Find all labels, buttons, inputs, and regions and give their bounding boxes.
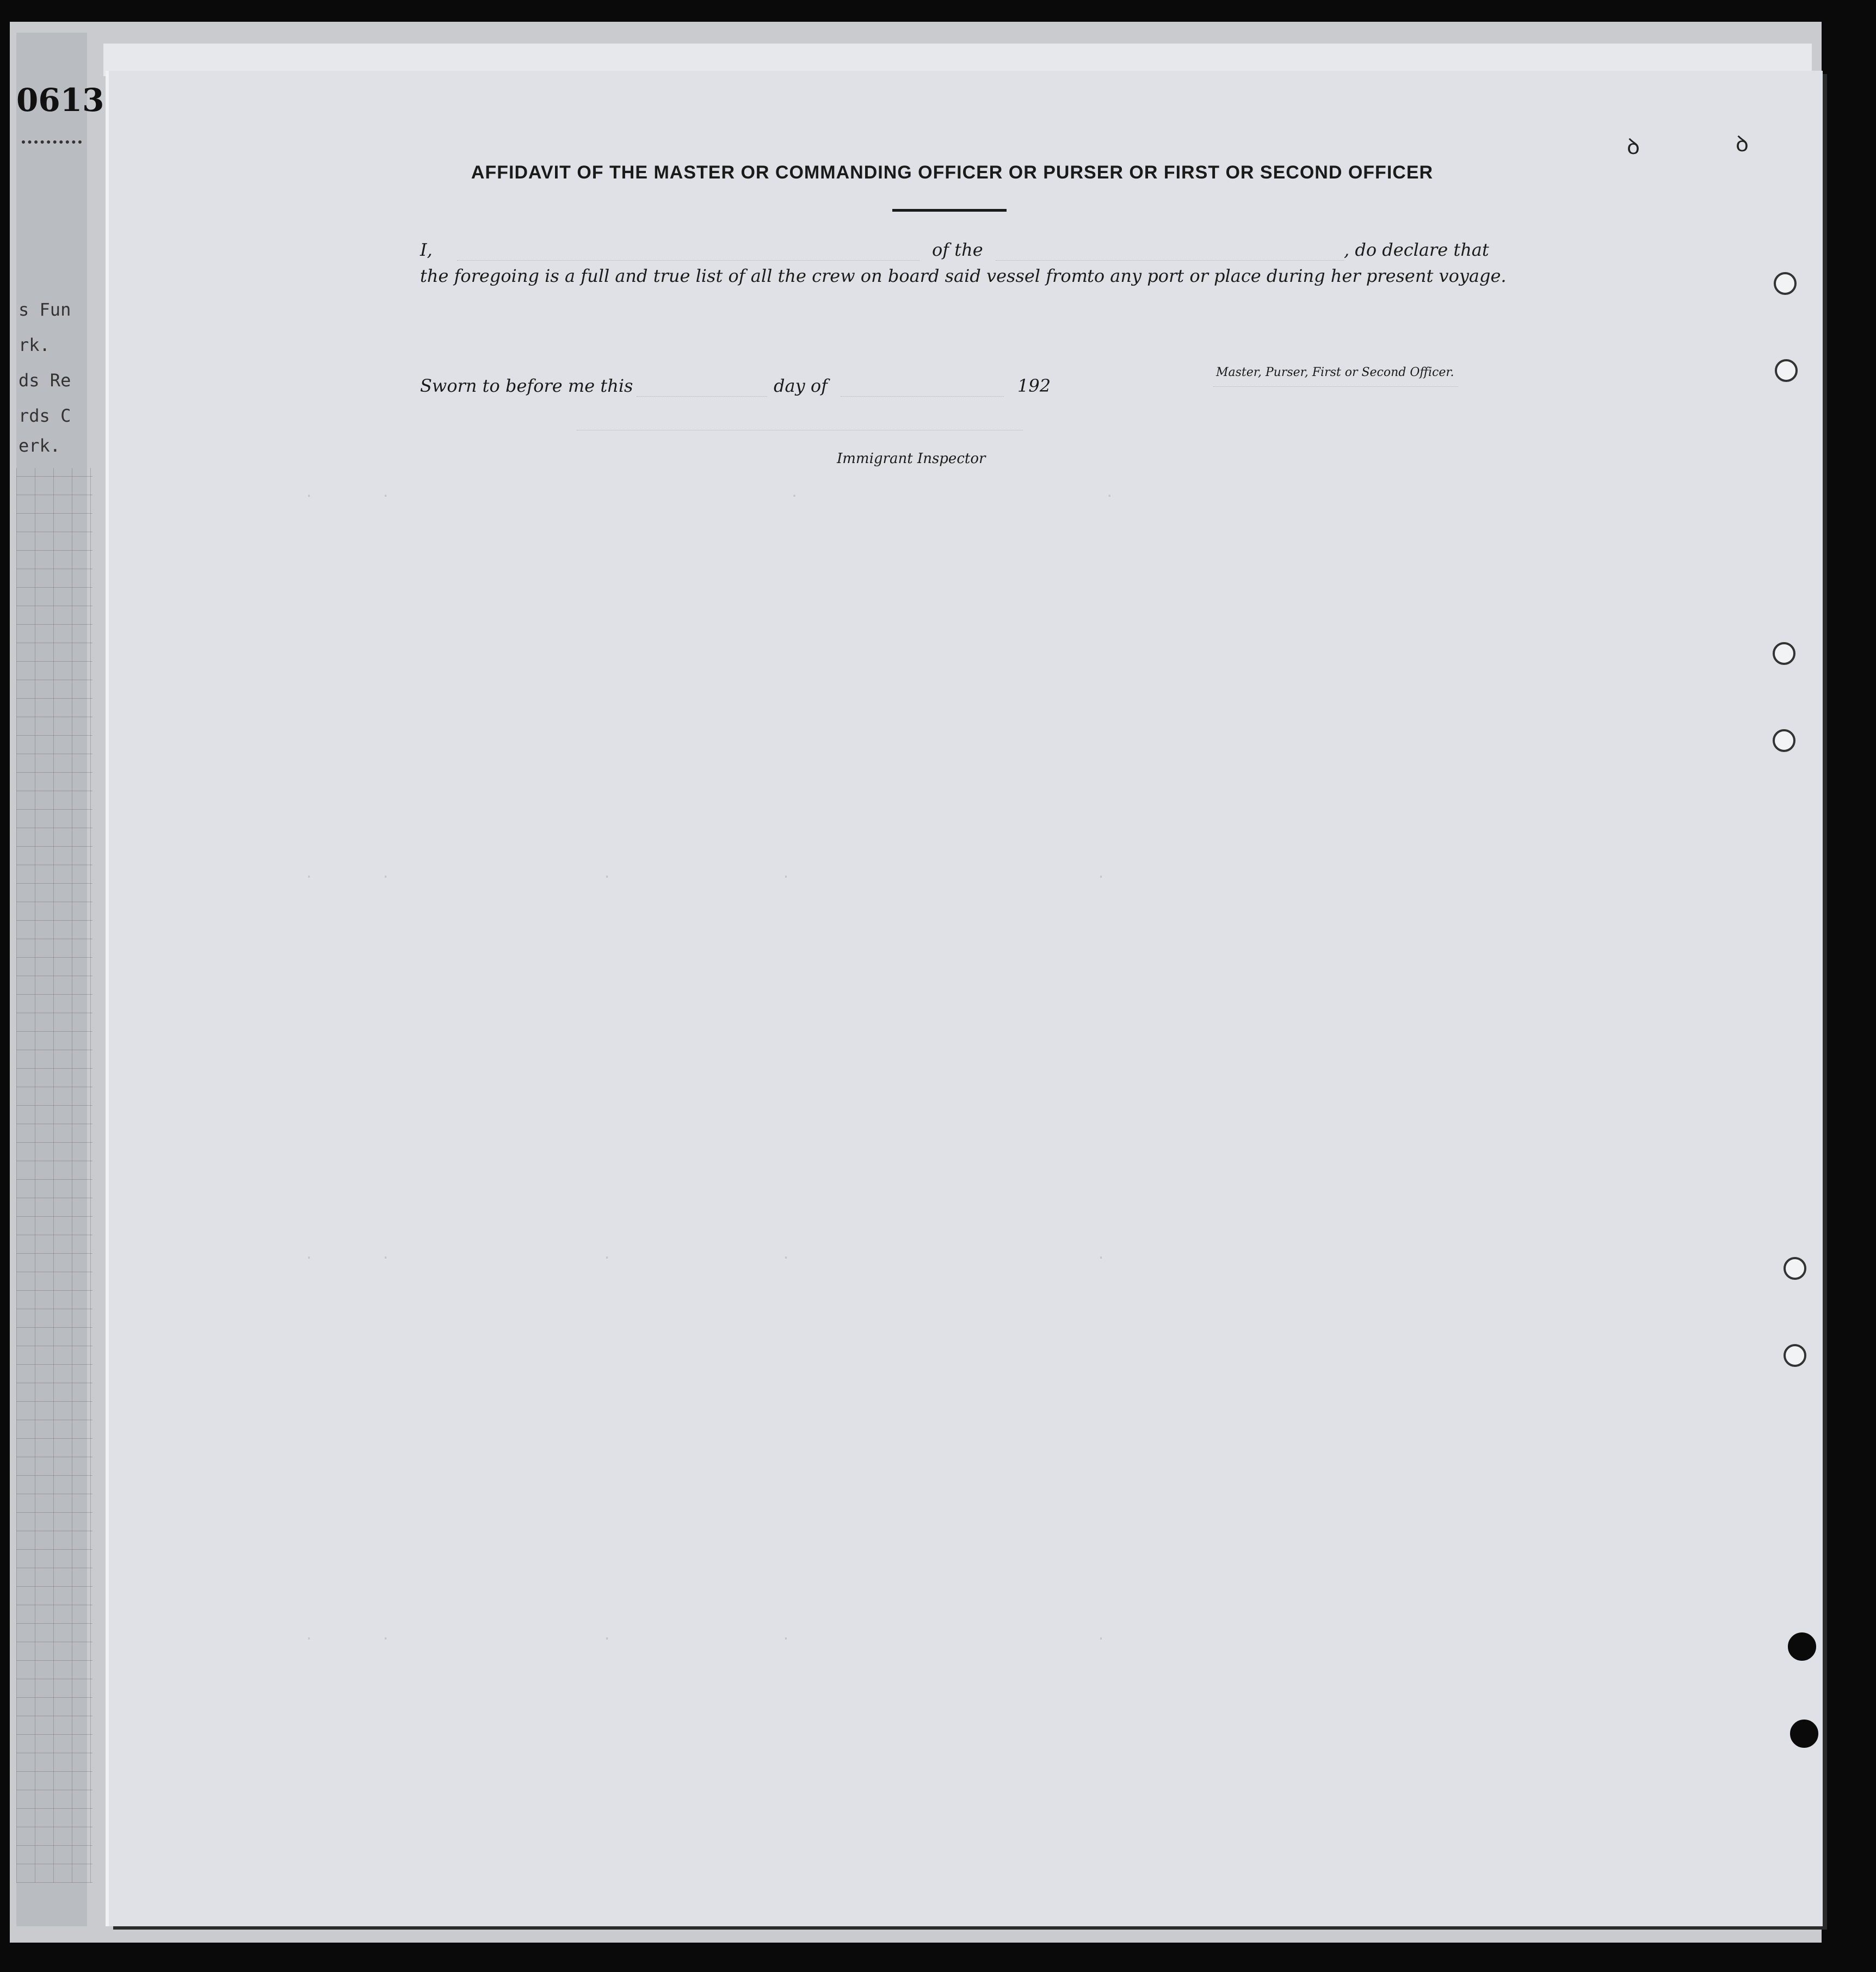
signature-blank[interactable] — [1213, 386, 1458, 387]
stub-word: rk. — [18, 335, 50, 355]
of-the-label: of the — [932, 239, 983, 260]
punch-hole — [1774, 272, 1797, 295]
stub-word: ds Re — [18, 370, 71, 391]
left-stub-grid — [16, 468, 92, 1883]
stub-word: rds C — [18, 405, 71, 426]
punch-hole — [1773, 729, 1795, 752]
declaration-line: the foregoing is a full and true list of all the crew on board said vessel from — [420, 266, 1088, 286]
punch-hole — [1788, 1632, 1816, 1661]
stub-number: 0613 — [16, 82, 104, 119]
stub-word: s Fun — [18, 299, 71, 320]
affidavit-page — [109, 71, 1823, 1926]
title-rule — [892, 209, 1007, 212]
stub-dotted-line — [22, 140, 82, 144]
corner-mark: ꝺ — [1736, 132, 1749, 157]
vessel-blank[interactable] — [996, 260, 1344, 261]
sworn-label: Sworn to before me this — [420, 375, 633, 396]
ghost-row: . . . . . — [305, 1246, 1106, 1262]
month-blank[interactable] — [841, 396, 1004, 397]
punch-hole — [1773, 642, 1795, 665]
day-blank[interactable] — [637, 396, 767, 397]
ghost-row: . . . . — [305, 484, 1114, 501]
ghost-row: . . . . . — [305, 865, 1106, 882]
stub-word: erk. — [18, 435, 61, 456]
punch-hole — [1790, 1720, 1818, 1748]
corner-mark: ꝺ — [1627, 134, 1640, 159]
inspector-label: Immigrant Inspector — [837, 451, 986, 467]
punch-hole — [1775, 359, 1798, 382]
i-label: I, — [420, 239, 433, 260]
name-blank[interactable] — [457, 260, 920, 261]
do-declare-label: , do declare that — [1344, 239, 1489, 260]
year-label: 192 — [1017, 375, 1051, 396]
affidavit-title: AFFIDAVIT OF THE MASTER OR COMMANDING OFFICER OR PURSER OR FIRST OR SECOND OFFICER — [471, 162, 1434, 183]
punch-hole — [1784, 1257, 1806, 1280]
ghost-row: . . . . . — [305, 1627, 1106, 1643]
signatory-label: Master, Purser, First or Second Officer. — [1216, 366, 1454, 379]
day-of-label: day of — [774, 375, 828, 396]
punch-hole — [1784, 1344, 1806, 1367]
declaration-tail: to any port or place during her present voyage. — [1087, 266, 1507, 286]
